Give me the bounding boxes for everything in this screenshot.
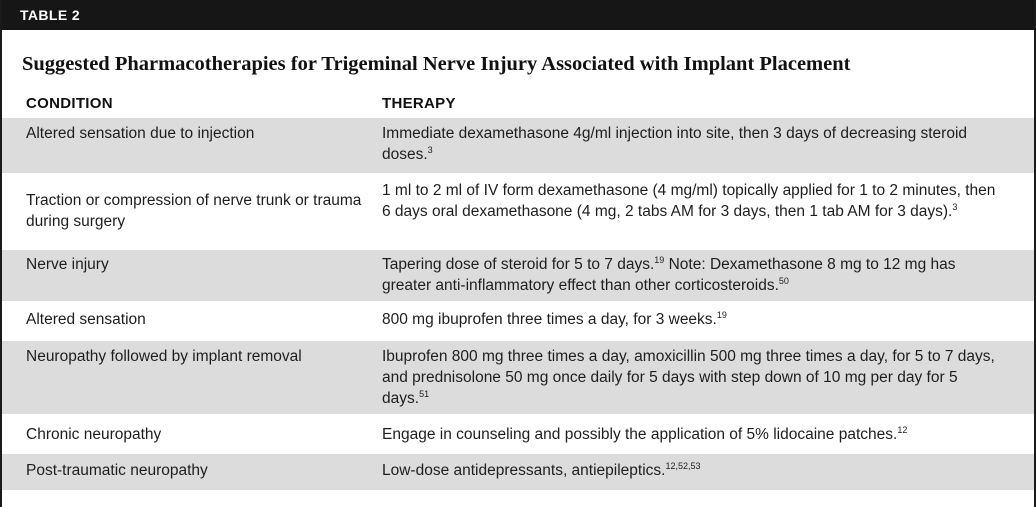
condition-cell: Traction or compression of nerve trunk or trauma during surgery [26,192,362,230]
table-row [2,454,1034,490]
condition-cell: Chronic neuropathy [26,426,162,443]
column-header-condition: CONDITION [26,95,113,112]
reference-superscript: 3 [427,145,433,155]
therapy-text: Tapering dose of steroid for 5 to 7 days. [382,256,655,273]
therapy-cell [382,123,1002,165]
therapy-text: Low-dose antidepressants, antiepileptics. [382,462,666,479]
condition-cell: Neuropathy followed by implant removal [26,348,302,365]
table-row [2,250,1034,301]
therapy-text: Immediate dexamethasone 4g/ml injection into site, then 3 days of decreasing steroid doses. [382,125,968,163]
reference-superscript: 12,52,53 [665,461,701,471]
therapy-cell [382,424,1002,445]
condition-cell: Altered sensation [26,311,146,328]
therapy-cell [382,254,1002,296]
reference-superscript: 3 [952,202,958,212]
therapy-text: 1 ml to 2 ml of IV form dexamethasone (4 mg/ml) topically applied for 1 to 2 minutes, then 6 days oral dexamethasone (4 mg, 2 tabs AM for 3 days, then 1 tab AM for 3 days). [382,182,996,220]
table-title: Suggested Pharmacotherapies for Trigeminal Nerve Injury Associated with Implant Placement [22,53,851,75]
condition-cell: Nerve injury [26,256,109,273]
therapy-text: Ibuprofen 800 mg three times a day, amoxicillin 500 mg three times a day, for 5 to 7 days, and prednisolone 50 mg once daily for 5 days with step down of 10 mg per day for 5 days. [382,348,995,407]
reference-superscript: 51 [419,389,430,399]
reference-superscript: 50 [778,276,789,286]
condition-cell: Post-traumatic neuropathy [26,462,208,479]
therapy-cell [382,309,1002,330]
condition-cell: Altered sensation due to injection [26,125,255,142]
table-row [2,414,1034,454]
therapy-cell [382,460,1002,481]
reference-superscript: 19 [716,310,727,320]
therapy-text: Engage in counseling and possibly the application of 5% lidocaine patches. [382,426,898,443]
therapy-note: Note: Dexamethasone 8 mg to 12 mg has greater anti-inflammatory effect than other corticosteroids. [382,256,956,294]
therapy-cell [382,180,1002,222]
table-row [2,173,1034,250]
reference-superscript: 19 [654,255,665,265]
table-row [2,118,1034,173]
table-row [2,341,1034,414]
table-body [2,118,1034,490]
table-label: TABLE 2 [2,0,1034,30]
table-row [2,301,1034,341]
therapy-cell [382,346,1002,409]
column-headers [2,91,1034,117]
column-header-therapy: THERAPY [382,95,456,112]
therapy-text: 800 mg ibuprofen three times a day, for 3 weeks. [382,311,717,328]
reference-superscript: 12 [897,425,908,435]
